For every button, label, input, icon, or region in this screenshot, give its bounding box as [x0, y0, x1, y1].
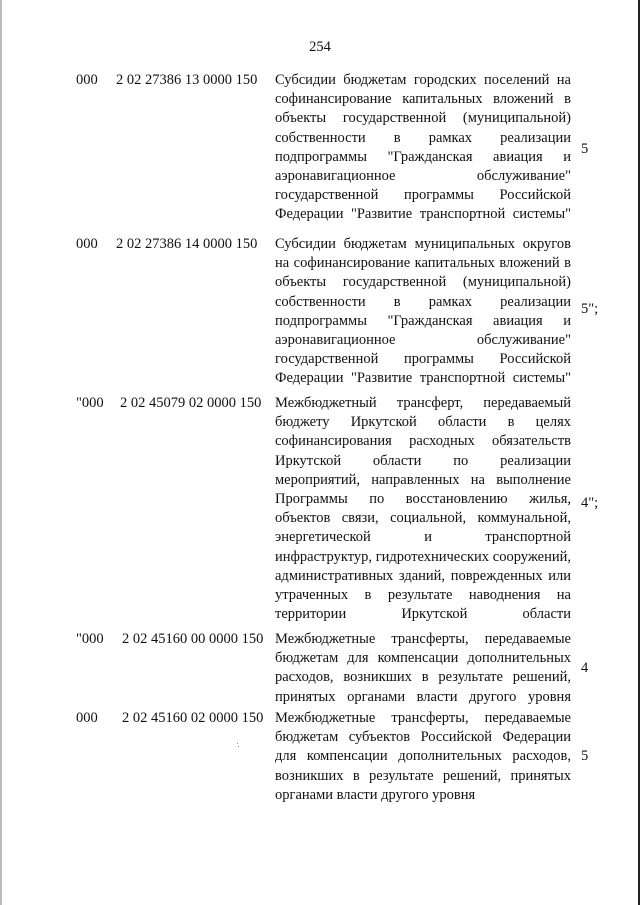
row-value: 4";: [581, 495, 599, 511]
row-value: 5";: [581, 301, 599, 317]
admin-code: "000: [76, 631, 104, 647]
budget-code: 2 02 27386 14 0000 150: [116, 236, 258, 252]
admin-code: 000: [76, 710, 98, 726]
admin-code: "000: [76, 395, 104, 411]
scan-edge-left: [0, 0, 2, 905]
row-value: 5: [581, 748, 589, 764]
budget-code: 2 02 45160 02 0000 150: [122, 710, 264, 726]
row-description: Межбюджетные трансферты, передаваемые бюджетам для компенсации дополнительных расходов, возникших в результате решений, принятых органами власти другого уровня: [275, 631, 571, 705]
row-description: Субсидии бюджетам муниципальных округов на софинансирование капитальных вложений в объекты государственной (муниципальной) собственности в рамках реализации подпрограммы "Гражданская авиация и аэронавигационное обслуживание" государственной программы Российской Федерации "Развитие транспортной системы": [275, 236, 571, 387]
row-description: Субсидии бюджетам городских поселений на софинансирование капитальных вложений в объекты государственной (муниципальной) собственности в рамках реализации подпрограммы "Гражданская авиация и аэронавигационное обслуживание" государственной программы Российской Федерации "Развитие транспортной системы": [275, 72, 571, 223]
budget-code: 2 02 45079 02 0000 150: [120, 395, 262, 411]
page-number: 254: [309, 39, 331, 55]
row-description: Межбюджетные трансферты, передаваемые бюджетам субъектов Российской Федерации для компенсации дополнительных расходов, возникших в результате решений, принятых органами власти другого уровня: [275, 710, 571, 803]
budget-code: 2 02 27386 13 0000 150: [116, 72, 258, 88]
row-value: 5: [581, 141, 589, 157]
row-description: Межбюджетный трансферт, передаваемый бюджету Иркутской области в целях софинансирования расходных обязательств Иркутской области по реализации мероприятий, направленных на выполнение Программы по восстановлению жилья, объектов связи, социальной, коммунальной, энергетической и транспортной инфраструктур, гидротехнических сооружений, административных зданий, поврежденных или утраченных в результате наводнения на территории Иркутской области: [275, 395, 571, 623]
row-value: 4: [581, 660, 589, 676]
admin-code: 000: [76, 236, 98, 252]
budget-code: 2 02 45160 00 0000 150: [122, 631, 264, 647]
admin-code: 000: [76, 72, 98, 88]
scan-speck: [238, 746, 239, 747]
scan-speck: [237, 743, 238, 744]
